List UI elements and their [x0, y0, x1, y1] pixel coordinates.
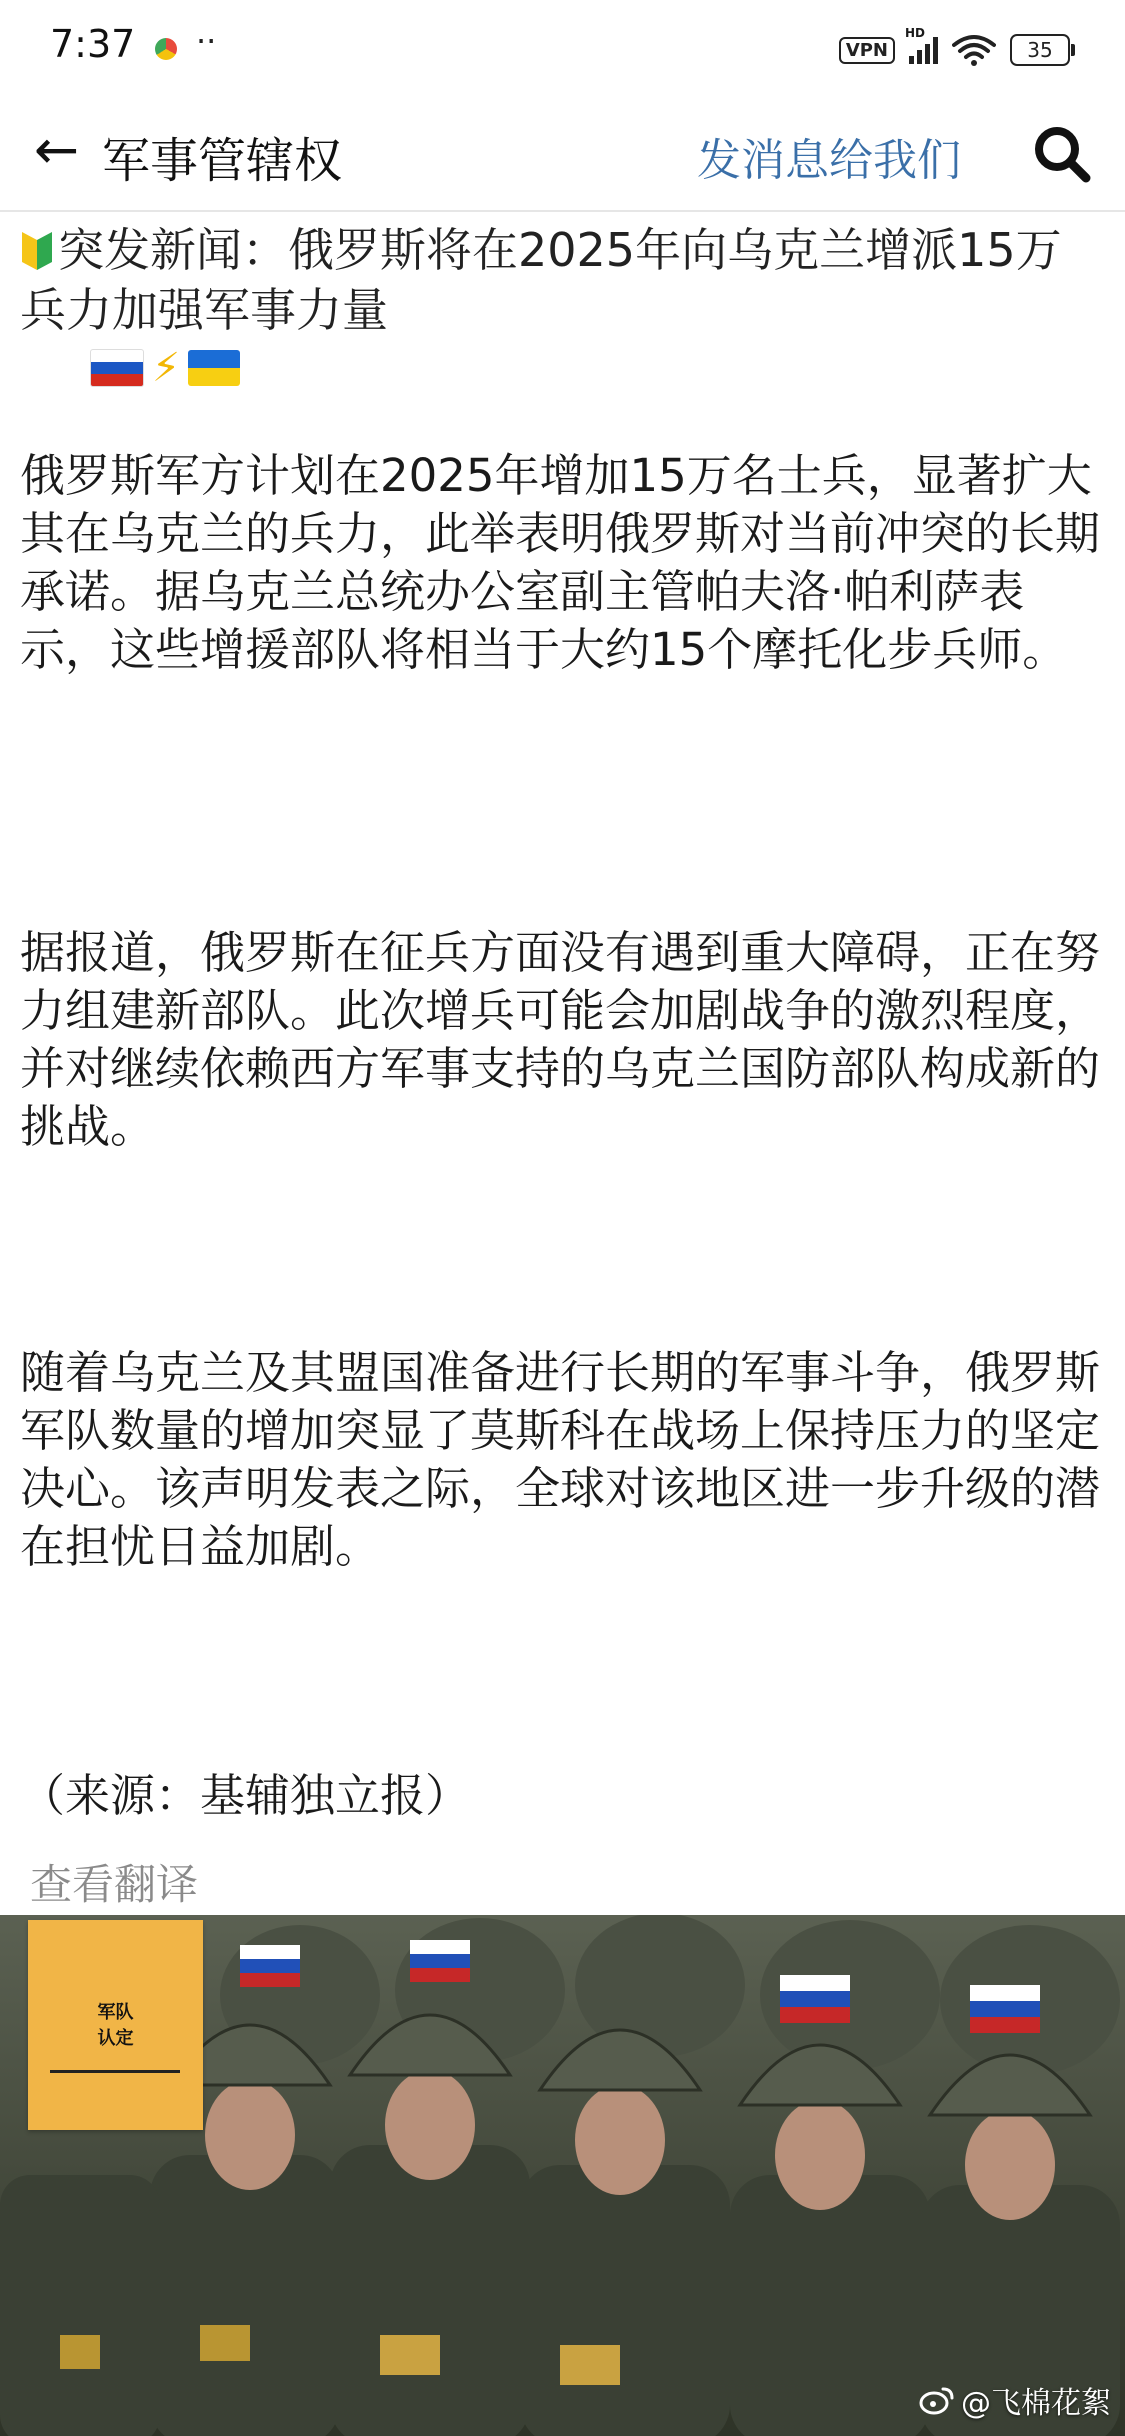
article-photo[interactable] — [0, 1915, 1125, 2436]
article-paragraph: 随着乌克兰及其盟国准备进行长期的军事斗争，俄罗斯军队数量的增加突显了莫斯科在战场上保持压力的坚定决心。该声明发表之际，全球对该地区进一步升级的潜在担忧日益加剧。 — [20, 1346, 1101, 1573]
nav-bar — [0, 100, 1125, 212]
ukraine-flag-icon — [188, 350, 240, 386]
arrow-left-icon: ← — [34, 118, 80, 181]
russia-flag-icon — [90, 349, 144, 387]
badge-underline — [50, 2070, 180, 2073]
badge-line-1: 军队 — [97, 2002, 134, 2023]
page-title: 军事管辖权 — [102, 133, 343, 189]
app-notification-icon — [155, 38, 177, 60]
headline-row — [20, 220, 1100, 340]
military-certified-badge — [28, 1920, 203, 2130]
weibo-logo-icon — [919, 2385, 955, 2415]
badge-line-2: 认定 — [97, 2028, 134, 2049]
search-icon — [1028, 120, 1098, 190]
article-paragraph: 俄罗斯军方计划在2025年增加15万名士兵，显著扩大其在乌克兰的兵力，此举表明俄罗斯对当前冲突的长期承诺。据乌克兰总统办公室副主管帕夫洛·帕利萨表示，这些增援部队将相当于大约15个摩托化步兵师。 — [20, 449, 1101, 676]
beginner-mark-icon — [20, 230, 54, 272]
battery-icon: 35 — [1010, 34, 1070, 66]
watermark — [919, 2378, 1111, 2422]
emoji-row — [90, 340, 240, 396]
back-button[interactable] — [34, 118, 79, 181]
view-translation-link[interactable]: 查看翻译 — [30, 1860, 199, 1909]
wifi-icon — [952, 33, 996, 67]
hd-label: HD — [905, 26, 926, 40]
status-icons — [839, 26, 1070, 70]
headline: 突发新闻：俄罗斯将在2025年向乌克兰增派15万兵力加强军事力量 — [20, 223, 1062, 337]
vpn-icon: VPN — [839, 37, 895, 64]
badge-text — [28, 2000, 203, 2052]
cellular-signal-icon — [905, 26, 938, 64]
search-button[interactable] — [1028, 120, 1098, 190]
status-bar — [0, 0, 1125, 100]
status-time: 7:37 — [50, 22, 136, 66]
watermark-text: @飞棉花絮 — [961, 2386, 1111, 2421]
more-notifications-indicator: ·· — [196, 22, 217, 60]
lightning-icon: ⚡ — [152, 345, 181, 391]
article-paragraph: 据报道，俄罗斯在征兵方面没有遇到重大障碍，正在努力组建新部队。此次增兵可能会加剧战争的激烈程度，并对继续依赖西方军事支持的乌克兰国防部队构成新的挑战。 — [20, 926, 1101, 1153]
send-message-button[interactable]: 发消息给我们 — [697, 135, 961, 186]
source-attribution: （来源：基辅独立报） — [20, 1769, 471, 1822]
